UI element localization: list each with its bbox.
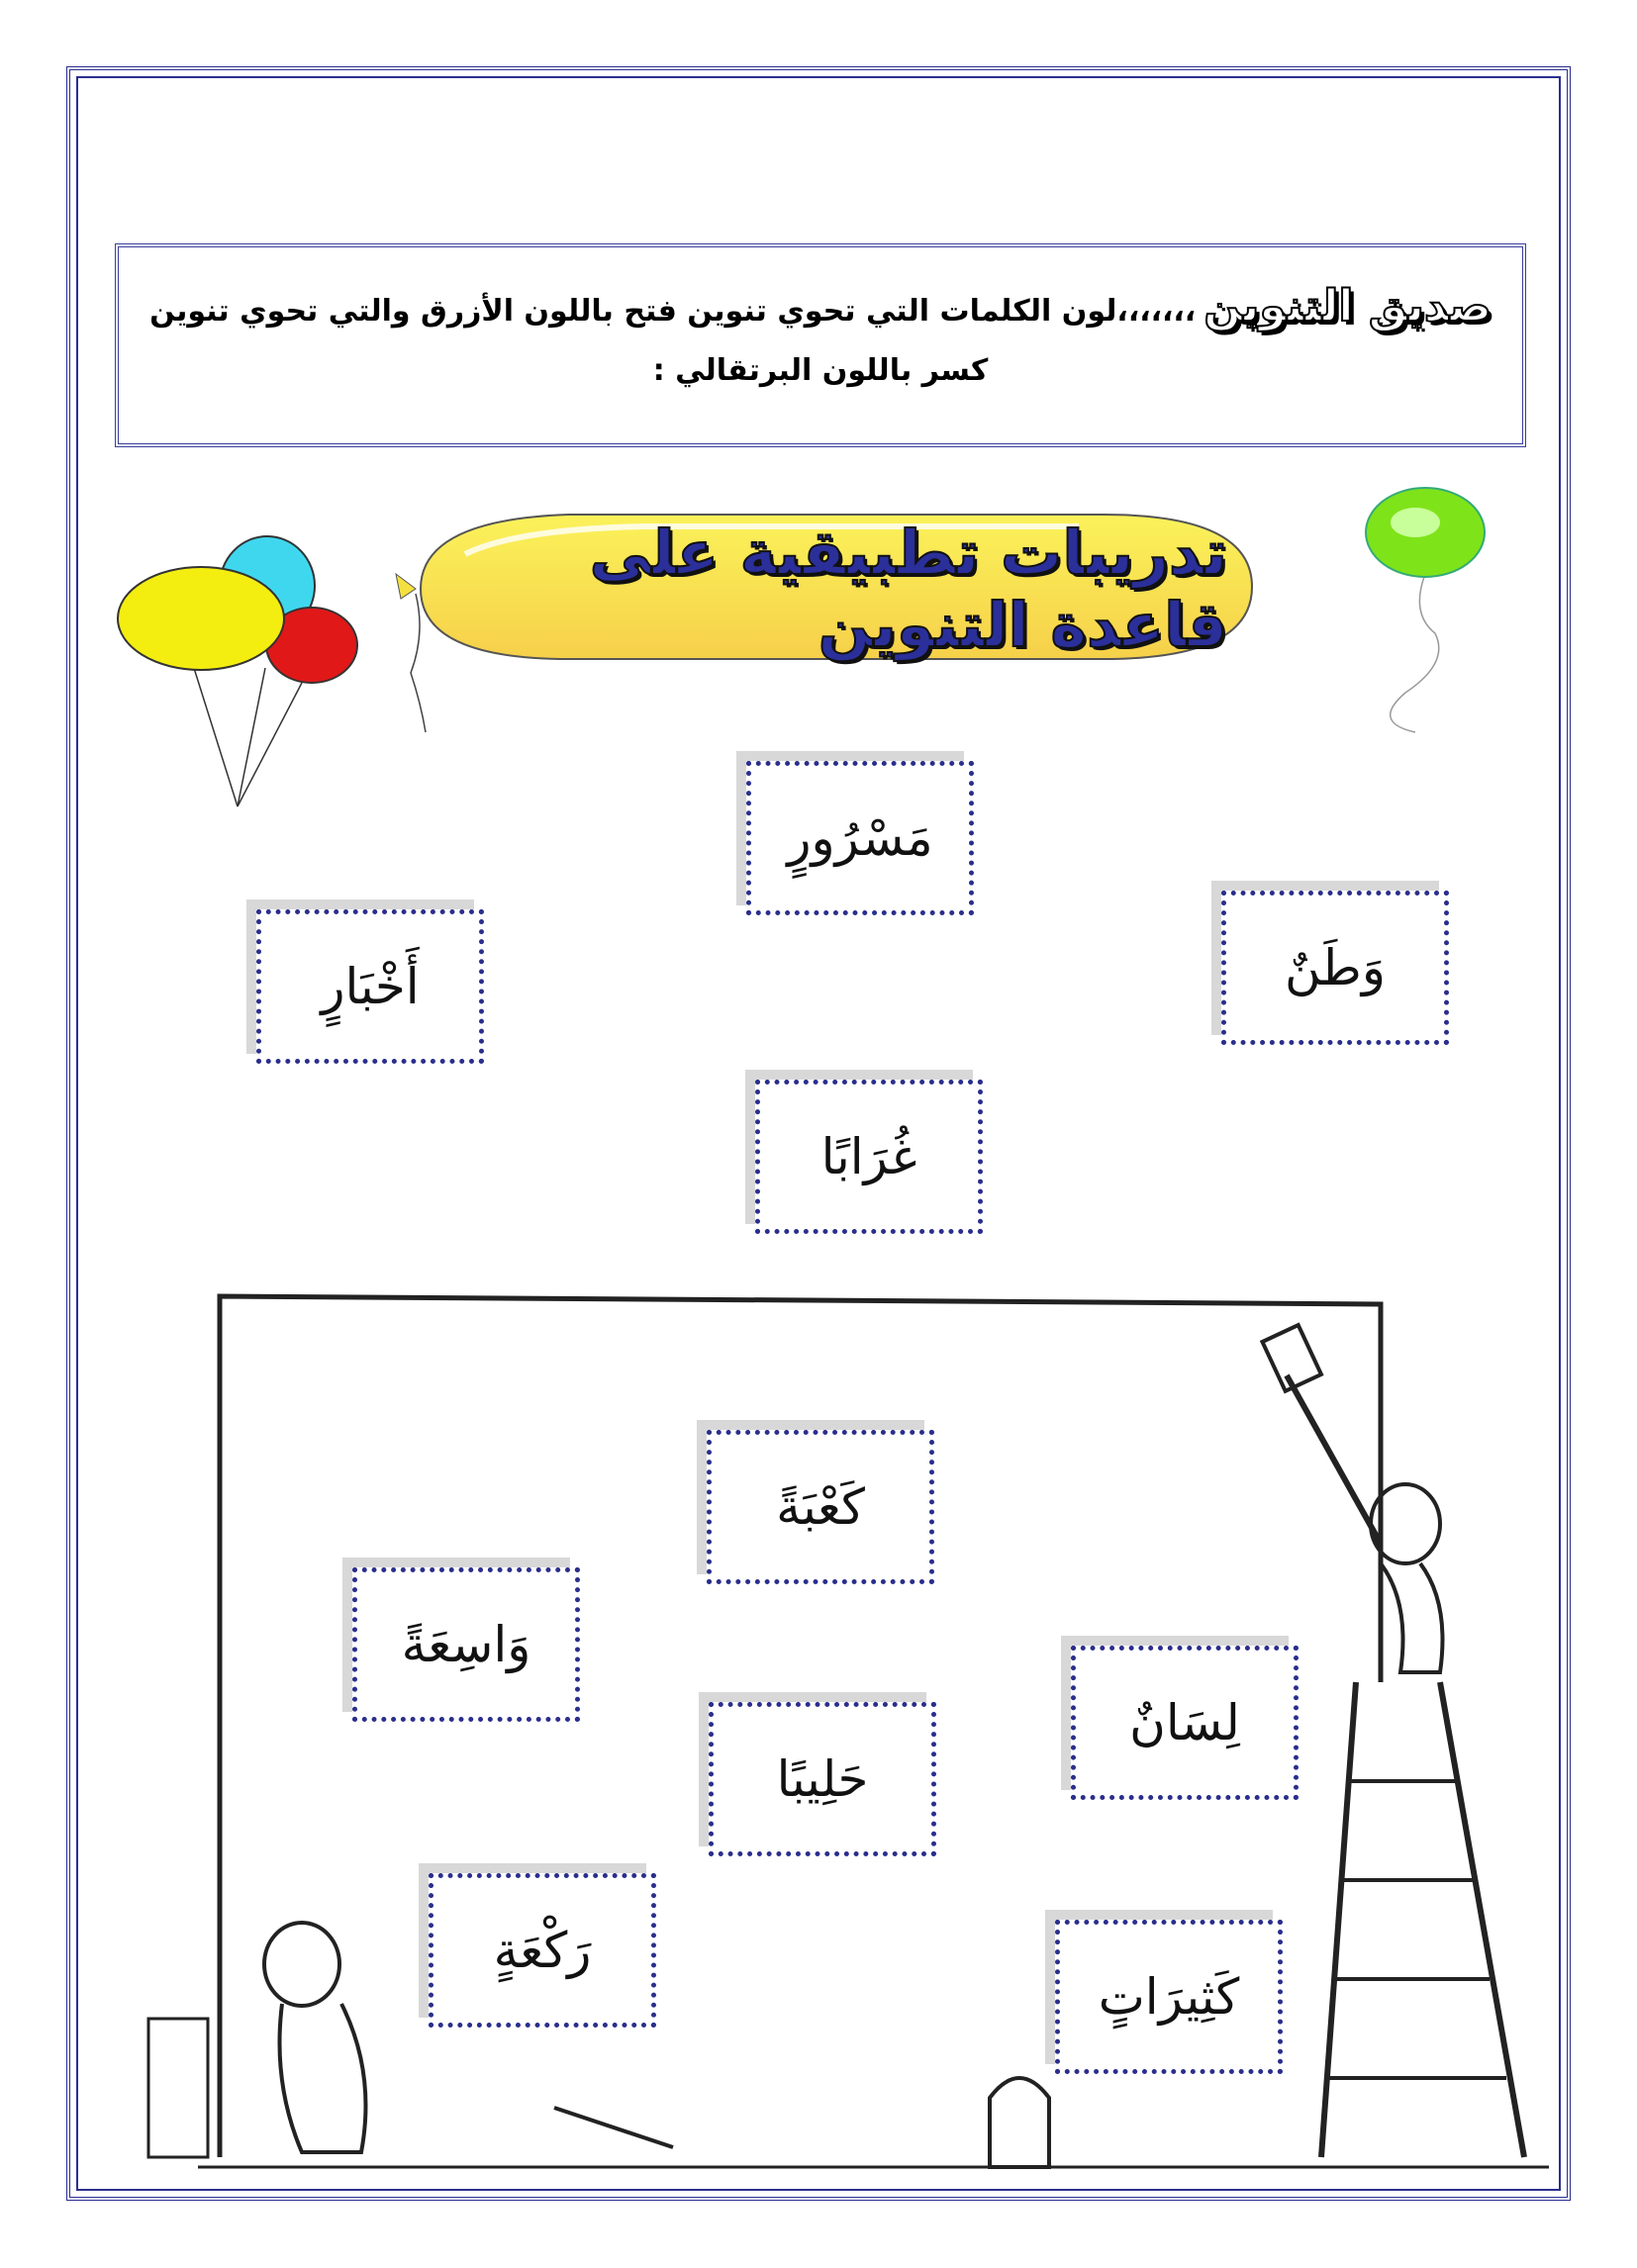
word-card[interactable]: أَخْبَارٍ <box>256 909 484 1064</box>
word-card[interactable]: وَطَنٌ <box>1221 891 1449 1045</box>
word-card[interactable]: مَسْرُورٍ <box>746 761 974 915</box>
word-card[interactable]: رَكْعَةٍ <box>429 1873 656 2028</box>
banner-title: تدريبات تطبيقية على قاعدة التنوين <box>589 517 1227 661</box>
word-card[interactable]: كَثِيرَاتٍ <box>1055 1920 1283 2074</box>
balloon-green-icon <box>1366 488 1485 732</box>
word-card[interactable]: حَلِيبًا <box>709 1702 936 1856</box>
word-card[interactable]: وَاسِعَةً <box>352 1567 580 1722</box>
word-card[interactable]: كَعْبَةً <box>707 1430 934 1584</box>
word-card[interactable]: غُرَابًا <box>755 1080 983 1234</box>
instructions-tag: صديق التنوين <box>1204 281 1492 331</box>
balloons-left-icon <box>118 536 357 806</box>
instructions-body: ،،،،،،،لون الكلمات التي تحوي تنوين فتح باللون الأزرق والتي تحوي تنوين كسر باللون البرتقالي : <box>149 294 1197 388</box>
word-card[interactable]: لِسَانٌ <box>1071 1646 1299 1800</box>
